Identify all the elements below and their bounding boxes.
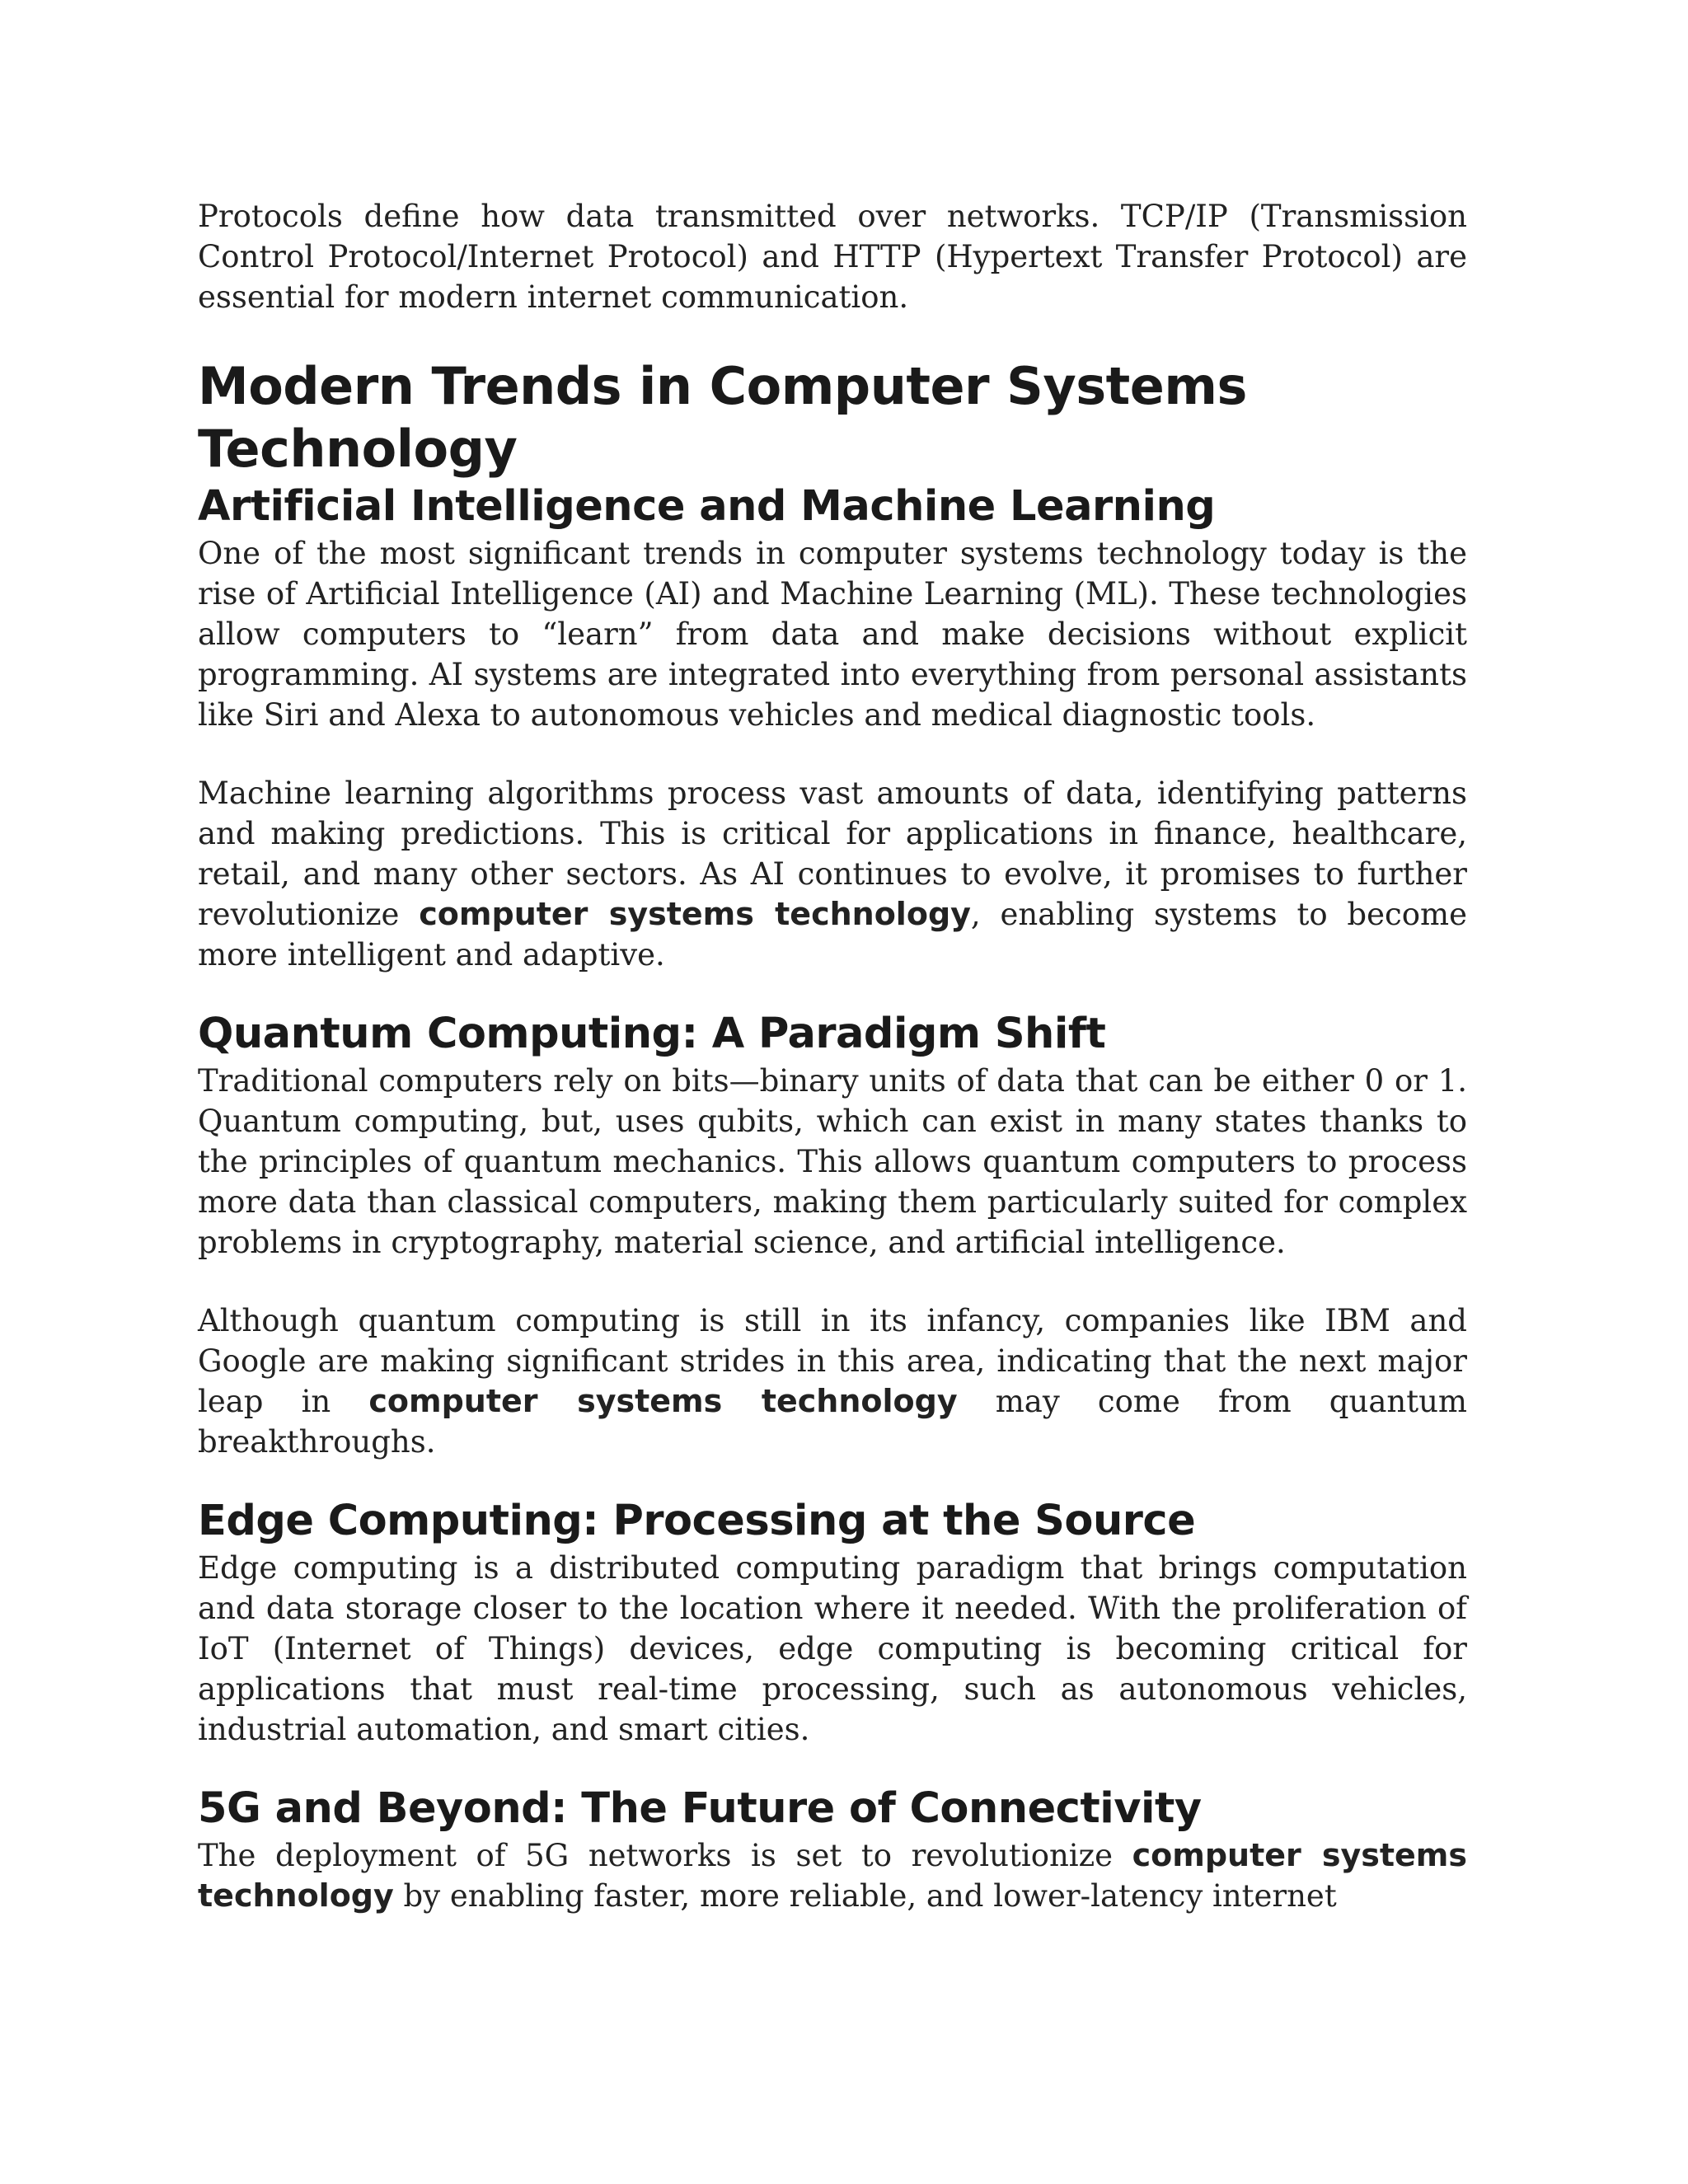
ai-paragraph-2-bold: computer systems technology	[419, 896, 971, 932]
fiveg-paragraph-1-bold: computer systems technology	[198, 1837, 1468, 1914]
ai-paragraph-1: One of the most significant trends in computer systems technology today is the rise of Artificial Intelligence (AI) and Machine Learning (ML). These technologies allow computers to “learn” from data and make decisions without explicit programming. AI systems are integrated into everything from personal assistants like Siri and Alexa to autonomous vehicles and medical diagnostic tools.	[198, 536, 1467, 733]
ai-paragraph-2-text-b: , enabling systems to become more intelligent and adaptive.	[198, 897, 1467, 972]
ai-paragraph-2	[198, 773, 1467, 975]
quantum-paragraph-2-text-b: may come from quantum breakthroughs.	[198, 1384, 1467, 1460]
quantum-paragraph-2-text-a: Although quantum computing is still in its infancy, companies like IBM and Google are making significant strides in this area, indicating that the next major leap in	[198, 1303, 1467, 1419]
section-title: Modern Trends in Computer Systems Technology	[198, 356, 1247, 479]
quantum-paragraph-2	[198, 1301, 1467, 1462]
quantum-paragraph-1: Traditional computers rely on bits—binary units of data that can be either 0 or 1. Quantum computing, but, uses qubits, which can exist in many states thanks to the principles of quantum mechanics. This allows quantum computers to process more data than classical computers, making them particularly suited for complex problems in cryptography, material science, and artificial intelligence.	[198, 1063, 1467, 1260]
quantum-heading: Quantum Computing: A Paradigm Shift	[198, 1010, 1106, 1058]
edge-heading: Edge Computing: Processing at the Source	[198, 1497, 1196, 1545]
fiveg-heading: 5G and Beyond: The Future of Connectivity	[198, 1784, 1202, 1833]
quantum-paragraph-2-bold: computer systems technology	[368, 1383, 958, 1419]
edge-paragraph-1: Edge computing is a distributed computing paradigm that brings computation and data storage closer to the location where it needed. With the proliferation of IoT (Internet of Things) devices, edge computing is becoming critical for applications that must real-time processing, such as autonomous vehicles, industrial automation, and smart cities.	[198, 1550, 1467, 1747]
ai-paragraph-2-text-a: Machine learning algorithms process vast amounts of data, identifying patterns and making predictions. This is critical for applications in finance, healthcare, retail, and many other sectors. As AI continues to evolve, it promises to further revolutionize	[198, 776, 1467, 932]
fiveg-paragraph-1	[198, 1835, 1467, 1916]
document-page	[198, 196, 1467, 1916]
ai-heading: Artificial Intelligence and Machine Learning	[198, 482, 1216, 531]
fiveg-paragraph-1-text-a: The deployment of 5G networks is set to revolutionize	[198, 1838, 1132, 1873]
fiveg-paragraph-1-text-b: by enabling faster, more reliable, and lower-latency internet	[393, 1878, 1337, 1914]
intro-paragraph: Protocols define how data transmitted over networks. TCP/IP (Transmission Control Protocol/Internet Protocol) and HTTP (Hypertext Transfer Protocol) are essential for modern internet communication.	[198, 199, 1467, 315]
